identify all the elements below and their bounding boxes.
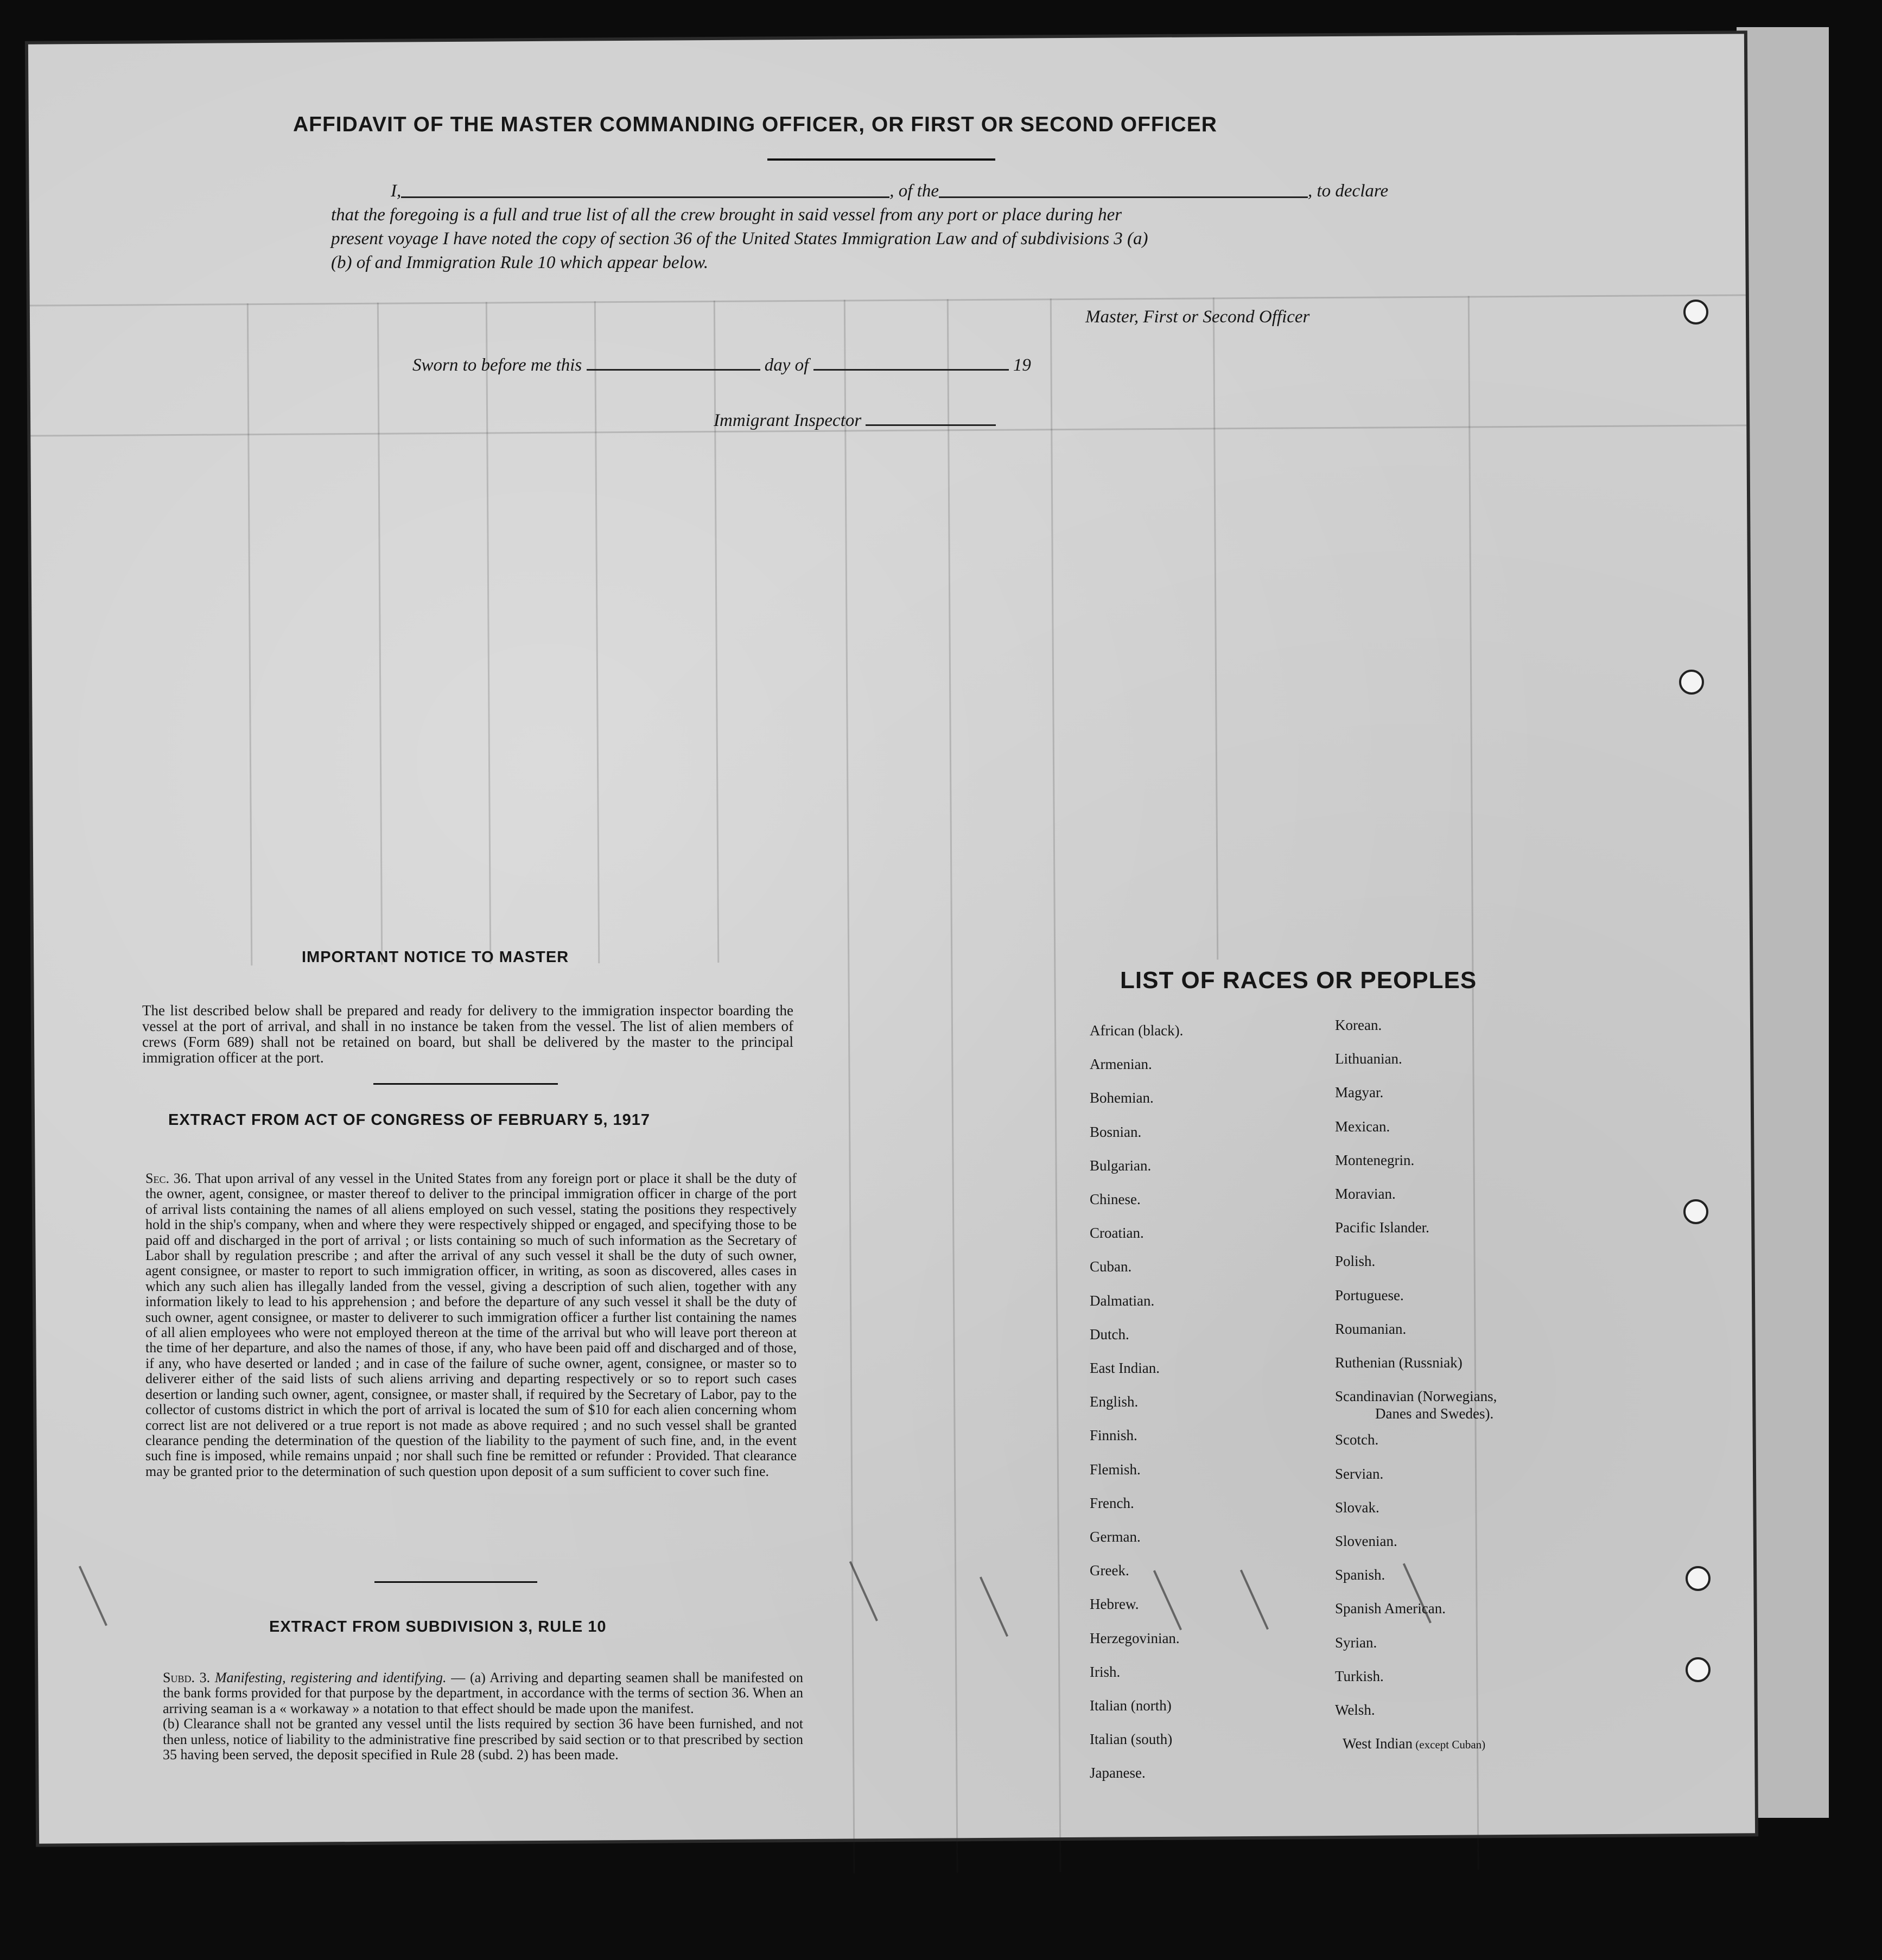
binder-hole — [1683, 1199, 1708, 1224]
declaration — [331, 179, 1427, 275]
subdivision-3-label: Subd. 3. — [163, 1670, 211, 1685]
affidavit-sheet — [28, 34, 1755, 1843]
affidavit-title: AFFIDAVIT OF THE MASTER COMMANDING OFFICER, OR FIRST OR SECOND OFFICER — [293, 113, 1217, 136]
ghost-column-line — [1213, 297, 1218, 959]
race-item: Croatian. — [1090, 1225, 1144, 1242]
sworn-day-blank[interactable] — [587, 352, 760, 371]
race-item: Roumanian. — [1335, 1320, 1407, 1337]
declaration-of-the: , of the — [889, 181, 939, 201]
sworn-prefix: Sworn to before me this — [412, 355, 582, 375]
race-item: Portuguese. — [1335, 1287, 1404, 1303]
race-item: Japanese. — [1090, 1765, 1146, 1781]
ghost-column-line — [247, 303, 252, 965]
race-item: Pacific Islander. — [1335, 1219, 1429, 1236]
race-item: Korean. — [1335, 1017, 1382, 1033]
race-item: Dutch. — [1090, 1326, 1129, 1342]
sworn-month-blank[interactable] — [813, 352, 1009, 371]
section-36-text — [145, 1171, 797, 1479]
race-item: Flemish. — [1090, 1461, 1141, 1478]
scratch-mark — [1240, 1569, 1269, 1630]
race-item: Bulgarian. — [1090, 1157, 1152, 1174]
race-item: Welsh. — [1335, 1702, 1375, 1718]
race-item: French. — [1090, 1494, 1134, 1511]
scratch-mark — [79, 1566, 107, 1626]
declaration-line-3: present voyage I have noted the copy of section 36 of the United States Immigration Law and of subdivisions 3 (a) — [331, 229, 1148, 249]
vessel-blank[interactable] — [939, 179, 1308, 198]
title-rule — [767, 158, 995, 161]
race-item: Scotch. — [1335, 1431, 1379, 1448]
subdivision-3-lead: Manifesting, registering and identifying. — [214, 1670, 447, 1685]
ghost-column-line — [844, 300, 855, 1873]
binder-hole — [1683, 300, 1708, 324]
race-item: Greek. — [1090, 1562, 1129, 1579]
sworn-day-of: day of — [764, 355, 809, 375]
race-item: Turkish. — [1335, 1668, 1384, 1684]
notice-heading: IMPORTANT NOTICE TO MASTER — [302, 949, 569, 966]
binder-hole — [1686, 1657, 1711, 1682]
notice-rule — [373, 1083, 558, 1085]
race-item: Italian (north) — [1090, 1697, 1172, 1714]
scratch-mark — [980, 1576, 1008, 1637]
master-signature-label: Master, First or Second Officer — [1085, 307, 1310, 327]
inspector-line — [714, 407, 996, 431]
section-36-body: That upon arrival of any vessel in the United States from any foreign port or place it shall be the duty of the owner, agent, consignee, or master thereof to deliver to the principal immigration officer in charge of the port of arrival lists containing the names of all aliens employed on such vessel, stating the positions they respectively hold in the ship's company, when and where they were respectively shipped or engaged, and specifying those to be paid off and discharged in the port of arrival ; or lists containing so much of such information as the Secretary of Labor shall by regulation prescribe ; and after the arrival of any such vessel it shall be the duty of such owner, agent consignee, or master to report to such immigration officer, in writing, as soon as discovered, alles cases in which any such alien has illegally landed from the vessel, giving a description of such alien, together with any information likely to lead to his apprehension ; and before the departure of any such vessel it shall be the duty of such owner, agent consignee, or master to deliverer to such immigration officer a further list containing the names of all alien employees who were not employed thereon at the time of the arrival but who will leave port thereon at the time of her departure, and also the names of those, if any, who have been paid off and discharged and of those, if any, who have deserted or landed ; and in case of the failure of suche owner, agent, consignee, or master so to deliverer either of the said lists of such aliens arriving and departing respectively or so to report such cases desertion or landing such owner, agent, consignee, or master shall, if required by the Secretary of Labor, pay to the collector of customs district in which the port of arrival is located the sum of $10 for each alien concerning whom correct list are not delivered or a true report is not made as above required ; and no such vessel shall be granted clearance pending the determination of the question of the liability to the payment of such fine, and, in the event such fine is imposed, while remains unpaid ; nor shall such fine be remitted or refunder : Provided. That clearance may be granted prior to the determination of such question upon deposit of a sum sufficient to cover such fine. — [145, 1170, 797, 1479]
race-item-note: (except Cuban) — [1413, 1738, 1486, 1752]
race-item: Bosnian. — [1090, 1123, 1142, 1140]
ghost-column-line — [486, 302, 491, 964]
race-item: English. — [1090, 1393, 1139, 1410]
extract-act-heading: EXTRACT FROM ACT OF CONGRESS OF FEBRUARY 5, 1917 — [168, 1111, 651, 1129]
sworn-line — [412, 352, 1031, 376]
notice-body: The list described below shall be prepared and ready for delivery to the immigration inspector boarding the vessel at the port of arrival, and shall in no instance be taken from the vessel. The list of alien members of crews (Form 689) shall not be retained on board, but shall be delivered by the master to the principal immigration officer at the port. — [142, 1002, 793, 1066]
declaration-line-2: that the foregoing is a full and true list of all the crew brought in said vessel from any port or place during her — [331, 205, 1122, 225]
race-item: Scandinavian (Norwegians, — [1335, 1388, 1497, 1405]
race-item: Moravian. — [1335, 1186, 1396, 1202]
race-item: Ruthenian (Russniak) — [1335, 1354, 1463, 1371]
sworn-year: 19 — [1013, 355, 1031, 375]
ghost-column-line — [1050, 298, 1061, 1872]
race-item: West Indian (except Cuban) — [1343, 1735, 1486, 1752]
extract-rule-heading: EXTRACT FROM SUBDIVISION 3, RULE 10 — [269, 1618, 607, 1636]
inspector-label: Immigrant Inspector — [714, 411, 862, 430]
race-item: Cuban. — [1090, 1258, 1132, 1275]
declaration-i: I, — [391, 181, 402, 201]
binder-hole — [1686, 1566, 1711, 1591]
race-item: Dalmatian. — [1090, 1292, 1155, 1309]
declaration-line-1 — [331, 179, 1427, 203]
race-item: Italian (south) — [1090, 1731, 1173, 1748]
ghost-column-line — [377, 303, 383, 965]
scratch-mark — [1153, 1570, 1182, 1630]
race-item: Bohemian. — [1090, 1090, 1154, 1106]
subdivision-3-body-b: (b) Clearance shall not be granted any vessel until the lists required by section 36 have been furnished, and not then unless, notice of liability to the administrative fine prescribed by said section or to that prescribed by section 35 having been served, the deposit specified in Rule 28 (subd. 2) has been made. — [163, 1716, 803, 1763]
race-item: Chinese. — [1090, 1191, 1141, 1207]
race-item: Irish. — [1090, 1663, 1121, 1680]
race-item: Mexican. — [1335, 1118, 1390, 1135]
race-item: Spanish American. — [1335, 1600, 1446, 1617]
race-item: Spanish. — [1335, 1567, 1385, 1583]
race-item: Armenian. — [1090, 1056, 1152, 1073]
ghost-column-line — [30, 294, 1746, 306]
ghost-column-line — [947, 299, 958, 1873]
ghost-column-line — [594, 301, 600, 963]
act-rule — [374, 1581, 537, 1583]
binder-hole — [1679, 670, 1704, 695]
ghost-column-line — [1468, 296, 1479, 1869]
race-item: German. — [1090, 1529, 1141, 1545]
declaration-to-declare: , to declare — [1307, 181, 1389, 201]
race-item: African (black). — [1090, 1022, 1184, 1039]
race-item: Slovenian. — [1335, 1533, 1397, 1549]
races-title: LIST OF RACES OR PEOPLES — [1120, 967, 1477, 994]
race-item: Slovak. — [1335, 1499, 1379, 1516]
race-item: Herzegovinian. — [1090, 1630, 1180, 1646]
section-36-label: Sec. 36. — [145, 1170, 192, 1186]
race-item: Servian. — [1335, 1465, 1384, 1482]
race-item: Finnish. — [1090, 1427, 1137, 1444]
race-item: Magyar. — [1335, 1084, 1384, 1101]
subdivision-3-body-a: — (a) Arriving and departing seamen shall be manifested on the bank forms provided for that purpose by the department, in accordance with the terms of section 36. When an arriving seaman is a « workaway » a notation to that effect should be made upon the manifest. — [163, 1670, 803, 1716]
race-item: Montenegrin. — [1335, 1151, 1415, 1168]
race-item: Syrian. — [1335, 1634, 1377, 1651]
race-item: Lithuanian. — [1335, 1051, 1402, 1067]
subdivision-3-text — [163, 1670, 803, 1762]
race-item: Danes and Swedes). — [1375, 1405, 1494, 1422]
race-item: Hebrew. — [1090, 1596, 1139, 1613]
declaration-line-4: (b) of and Immigration Rule 10 which appear below. — [331, 253, 709, 272]
race-item: Polish. — [1335, 1253, 1376, 1270]
name-blank[interactable] — [401, 179, 889, 198]
race-item: East Indian. — [1090, 1360, 1160, 1376]
ghost-column-line — [714, 301, 719, 963]
scratch-mark — [849, 1561, 878, 1621]
inspector-blank[interactable] — [866, 407, 996, 426]
